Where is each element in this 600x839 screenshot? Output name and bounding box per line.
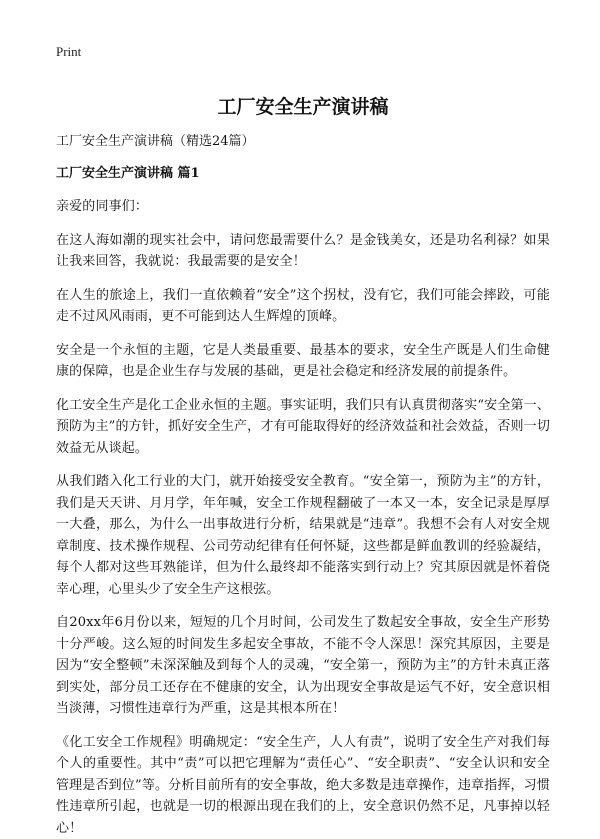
body-paragraph: 从我们踏入化工行业的大门，就开始接受安全教育。“安全第一，预防为主”的方针，我们是天天讲、月月学，年年喊，安全工作规程翻破了一本又一本，安全记录是厚厚一大叠，那么，为什么一出事故进行分析，结果就是“违章”。我想不会有人对安全规章制度、技术操作规程、公司劳动纪律有任何怀疑，这些都是鲜血教训的经验凝结，每个人都对这些耳熟能详，但为什么最终却不能落实到行动上？究其原因就是怀着侥幸心理，心里头少了安全生产这根弦。 <box>56 471 550 600</box>
greeting-paragraph: 亲爱的同事们： <box>56 196 550 218</box>
document-subtitle: 工厂安全生产演讲稿（精选24篇） <box>56 132 550 152</box>
print-link[interactable]: Print <box>56 44 550 60</box>
body-paragraph: 自20xx年6月份以来，短短的几个月时间，公司发生了数起安全事故，安全生产形势十分严峻。这么短的时间发生多起安全事故，不能不令人深思！深究其原因，主要是因为“安全整顿”未深深触及到每个人的灵魂，“安全第一，预防为主”的方针未真正落到实处，部分员工还存在不健康的安全，认为出现安全事故是运气不好，安全意识相当淡薄，习惯性违章行为严重，这是其根本所在！ <box>56 612 550 720</box>
body-paragraph: 在人生的旅途上，我们一直依赖着“安全”这个拐杖，没有它，我们可能会摔跤，可能走不过风风雨雨，更不可能到达人生辉煌的顶峰。 <box>56 285 550 328</box>
body-paragraph: 《化工安全工作规程》明确规定：“安全生产，人人有责”，说明了安全生产对我们每个人的重要性。其中“责”可以把它理解为“责任心”、“安全职责”、“安全认识和安全管理是否到位”等。分析目前所有的安全事故，绝大多数是违章操作，违章指挥，习惯性违章所引起，也就是一切的根源出现在我们的上，安全意识仍然不足，凡事掉以轻心！ <box>56 732 550 839</box>
body-paragraph: 安全是一个永恒的主题，它是人类最重要、最基本的要求，安全生产既是人们生命健康的保障，也是企业生存与发展的基础，更是社会稳定和经济发展的前提条件。 <box>56 340 550 383</box>
section-heading: 工厂安全生产演讲稿 篇1 <box>56 164 550 184</box>
body-paragraph: 化工安全生产是化工企业永恒的主题。事实证明，我们只有认真贯彻落实“安全第一、预防为主”的方针，抓好安全生产，才有可能取得好的经济效益和社会效益，否则一切效益无从谈起。 <box>56 395 550 460</box>
document-title: 工厂安全生产演讲稿 <box>56 94 550 120</box>
body-paragraph: 在这人海如潮的现实社会中，请问您最需要什么？是金钱美女，还是功名利禄？如果让我来回答，我就说：我最需要的是安全！ <box>56 230 550 273</box>
